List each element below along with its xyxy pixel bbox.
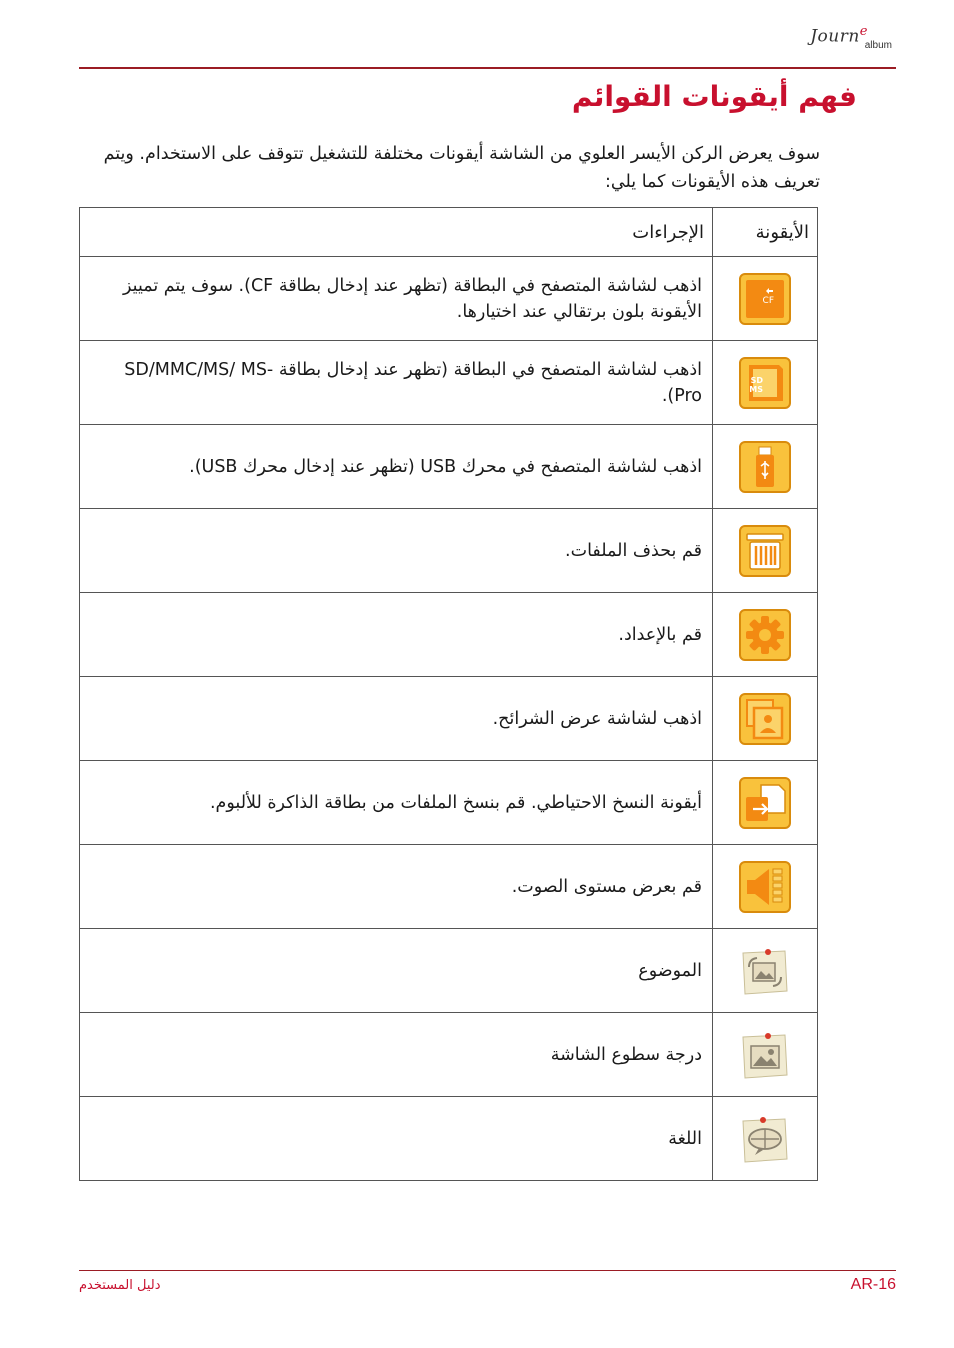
trash-icon (739, 525, 791, 577)
table-row (80, 509, 818, 593)
row-description: اذهب لشاشة المتصفح في البطاقة (تظهر عند إدخال بطاقة SD/MMC/MS/ MS-Pro). (80, 341, 713, 425)
row-description: أيقونة النسخ الاحتياطي. قم بنسخ الملفات من بطاقة الذاكرة للألبوم. (80, 761, 713, 845)
row-description: قم بعرض مستوى الصوت. (80, 845, 713, 929)
table-row (80, 677, 818, 761)
header-icon-column: الأيقونة (713, 208, 818, 257)
cf-card-icon (739, 273, 791, 325)
table-row (80, 1097, 818, 1181)
table-row (80, 593, 818, 677)
svg-text:CF: CF (762, 295, 774, 306)
icons-table (79, 207, 818, 1181)
header-actions-column: الإجراءات (80, 208, 713, 257)
row-description: قم بالإعداد. (80, 593, 713, 677)
row-description: اذهب لشاشة المتصفح في محرك USB (تظهر عند إدخال محرك USB). (80, 425, 713, 509)
table-row (80, 341, 818, 425)
intro-paragraph: سوف يعرض الركن الأيسر العلوي من الشاشة أيقونات مختلفة للتشغيل تتوقف على الاستخدام. ويتم تعريف هذه الأيقونات كما يلي: (103, 144, 820, 192)
page-number: AR-16 (850, 1276, 896, 1293)
table-header-row (80, 208, 818, 257)
row-description: الموضوع (80, 929, 713, 1013)
svg-text:MS: MS (749, 384, 763, 394)
table-row (80, 761, 818, 845)
page-title: فهم أيقونات القوائم (571, 80, 857, 113)
language-icon (739, 1113, 791, 1165)
backup-icon (739, 777, 791, 829)
row-description: اذهب لشاشة المتصفح في البطاقة (تظهر عند إدخال بطاقة CF). سوف يتم تمييز الأيقونة بلون برتقالي عند اختيارها. (80, 257, 713, 341)
footer-rule (79, 1270, 896, 1271)
row-description: درجة سطوع الشاشة (80, 1013, 713, 1097)
table-row (80, 257, 818, 341)
table-row (80, 425, 818, 509)
usb-drive-icon (739, 441, 791, 493)
footer-manual-title: دليل المستخدم (79, 1278, 161, 1293)
table-row (80, 929, 818, 1013)
row-description: اذهب لشاشة عرض الشرائح. (80, 677, 713, 761)
table-row (80, 1013, 818, 1097)
row-description: اللغة (80, 1097, 713, 1181)
sd-card-icon (739, 357, 791, 409)
volume-icon (739, 861, 791, 913)
gear-icon (739, 609, 791, 661)
header-rule (79, 67, 896, 69)
brightness-icon (739, 1029, 791, 1081)
row-description: قم بحذف الملفات. (80, 509, 713, 593)
table-row (80, 845, 818, 929)
mode-icon (739, 945, 791, 997)
svg-text:SD: SD (750, 375, 763, 385)
slideshow-icon (739, 693, 791, 745)
journe-album-logo: Journ$^e$ album (810, 24, 892, 51)
